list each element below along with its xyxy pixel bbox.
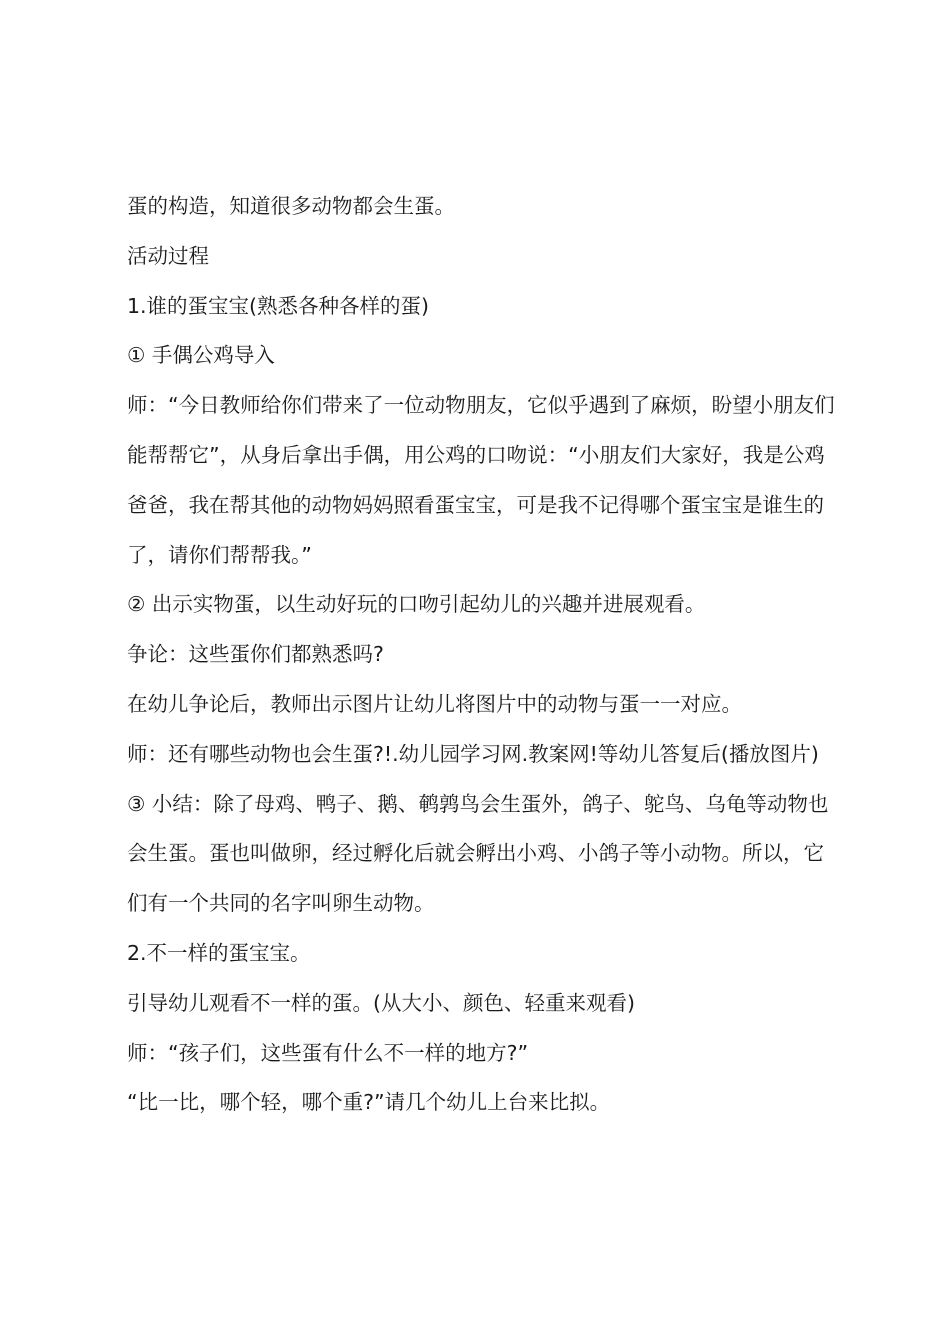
paragraph: 师：“今日教师给你们带来了一位动物朋友，它似乎遇到了麻烦，盼望小朋友们能帮帮它”，从身后拿出手偶，用公鸡的口吻说：“小朋友们大家好，我是公鸡爸爸，我在帮其他的动物妈妈照看蛋宝宝，可是我不记得哪个蛋宝宝是谁生的了，请你们帮帮我。” — [127, 393, 835, 567]
paragraph: 蛋的构造，知道很多动物都会生蛋。 — [127, 194, 455, 218]
subsection-heading: 1.谁的蛋宝宝(熟悉各种各样的蛋) — [127, 293, 430, 318]
subsection-heading: 2.不一样的蛋宝宝。 — [127, 940, 311, 965]
paragraph: 师：“孩子们，这些蛋有什么不一样的地方?” — [127, 1040, 529, 1065]
paragraph: “比一比，哪个轻，哪个重?”请几个幼儿上台来比拟。 — [127, 1090, 611, 1115]
paragraph: 在幼儿争论后，教师出示图片让幼儿将图片中的动物与蛋一一对应。 — [127, 691, 742, 716]
paragraph: 争论：这些蛋你们都熟悉吗? — [127, 642, 384, 667]
section-heading: 活动过程 — [127, 243, 209, 268]
paragraph: 师：还有哪些动物也会生蛋?!.幼儿园学习网.教案网!等幼儿答复后(播放图片) — [127, 741, 819, 766]
step-heading: ① 手偶公鸡导入 — [127, 343, 275, 368]
step-heading: ② 出示实物蛋，以生动好玩的口吻引起幼儿的兴趣并进展观看。 — [127, 592, 706, 617]
document-body — [127, 182, 837, 1128]
summary-paragraph: ③ 小结：除了母鸡、鸭子、鹅、鹌鹑鸟会生蛋外，鸽子、鸵鸟、乌龟等动物也会生蛋。蛋也叫做卵，经过孵化后就会孵出小鸡、小鸽子等小动物。所以，它们有一个共同的名字叫卵生动物。 — [127, 791, 829, 916]
paragraph: 引导幼儿观看不一样的蛋。(从大小、颜色、轻重来观看) — [127, 990, 635, 1015]
